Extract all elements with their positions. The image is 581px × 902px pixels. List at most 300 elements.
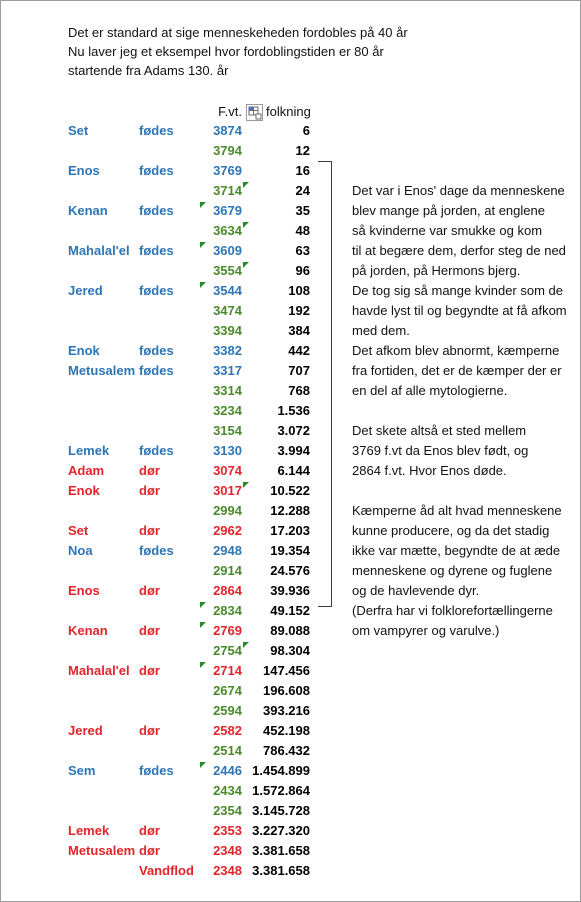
year-cell[interactable] — [199, 221, 242, 241]
year-cell[interactable] — [199, 601, 242, 621]
event-cell[interactable] — [139, 461, 199, 481]
year-text: 3679 — [213, 203, 242, 218]
population-text: 3.381.658 — [252, 843, 310, 858]
name-text: Mahalal'el — [68, 663, 130, 678]
event-text: fødes — [139, 763, 174, 778]
error-indicator-icon — [243, 262, 249, 268]
year-text: 2514 — [213, 743, 242, 758]
year-text: 2948 — [213, 543, 242, 558]
event-text: dør — [139, 583, 160, 598]
population-cell[interactable] — [242, 761, 310, 781]
error-indicator-icon — [200, 202, 206, 208]
table-row — [1, 461, 321, 481]
event-cell[interactable] — [139, 361, 199, 381]
population-cell[interactable] — [242, 741, 310, 761]
year-cell[interactable] — [199, 401, 242, 421]
population-text: 1.454.899 — [252, 763, 310, 778]
event-cell[interactable] — [139, 201, 199, 221]
note-line: fra fortiden, det er de kæmper der er — [352, 363, 562, 378]
event-cell[interactable] — [139, 741, 199, 761]
name-text: Set — [68, 523, 89, 538]
event-cell[interactable] — [139, 621, 199, 641]
year-cell[interactable] — [199, 321, 242, 341]
population-cell[interactable] — [242, 821, 310, 841]
event-cell[interactable] — [139, 221, 199, 241]
year-cell[interactable] — [199, 161, 242, 181]
event-cell[interactable] — [139, 781, 199, 801]
year-text: 2446 — [213, 763, 242, 778]
year-cell[interactable] — [199, 481, 242, 501]
year-cell[interactable] — [199, 181, 242, 201]
population-cell[interactable] — [242, 181, 310, 201]
population-text: 6 — [302, 123, 310, 138]
population-cell[interactable] — [242, 721, 310, 741]
population-text: 48 — [295, 223, 310, 238]
table-row — [1, 441, 321, 461]
event-cell[interactable] — [139, 541, 199, 561]
year-cell[interactable] — [199, 841, 242, 861]
name-cell[interactable] — [68, 461, 139, 481]
quick-analysis-icon[interactable] — [246, 104, 263, 121]
year-text: 2594 — [213, 703, 242, 718]
table-row — [1, 521, 321, 541]
population-text: 35 — [295, 203, 310, 218]
table-row — [1, 561, 321, 581]
event-cell[interactable] — [139, 321, 199, 341]
population-text: 707 — [288, 363, 310, 378]
population-text: 147.456 — [263, 663, 310, 678]
name-cell[interactable] — [68, 581, 139, 601]
population-cell[interactable] — [242, 801, 310, 821]
event-cell[interactable] — [139, 721, 199, 741]
event-cell[interactable] — [139, 841, 199, 861]
event-text: fødes — [139, 543, 174, 558]
population-text: 3.227.320 — [252, 823, 310, 838]
population-text: 12 — [295, 143, 310, 158]
population-text: 24.576 — [270, 563, 310, 578]
year-cell[interactable] — [199, 561, 242, 581]
population-cell[interactable] — [242, 641, 310, 661]
name-cell[interactable] — [68, 221, 139, 241]
population-text: 89.088 — [270, 623, 310, 638]
year-text: 3154 — [213, 423, 242, 438]
name-cell[interactable] — [68, 601, 139, 621]
name-cell[interactable] — [68, 341, 139, 361]
intro-text — [68, 23, 408, 80]
population-cell[interactable] — [242, 221, 310, 241]
table-row — [1, 861, 321, 881]
year-text: 3474 — [213, 303, 242, 318]
event-text: fødes — [139, 443, 174, 458]
table-row — [1, 121, 321, 141]
note-line: Det var i Enos' dage da menneskene — [352, 183, 565, 198]
year-cell[interactable] — [199, 421, 242, 441]
year-cell[interactable] — [199, 801, 242, 821]
event-text: fødes — [139, 243, 174, 258]
note-line: blev mange på jorden, at englene — [352, 203, 545, 218]
table-row — [1, 601, 321, 621]
population-cell[interactable] — [242, 361, 310, 381]
name-cell[interactable] — [68, 561, 139, 581]
year-cell[interactable] — [199, 381, 242, 401]
year-cell[interactable] — [199, 701, 242, 721]
note-line: om vampyrer og varulve.) — [352, 623, 500, 638]
year-text: 2354 — [213, 803, 242, 818]
population-cell[interactable] — [242, 621, 310, 641]
event-cell[interactable] — [139, 561, 199, 581]
name-cell[interactable] — [68, 701, 139, 721]
event-cell[interactable] — [139, 381, 199, 401]
population-cell[interactable] — [242, 381, 310, 401]
event-text: dør — [139, 463, 160, 478]
table-row — [1, 321, 321, 341]
error-indicator-icon — [243, 482, 249, 488]
table-row — [1, 401, 321, 421]
name-cell[interactable] — [68, 501, 139, 521]
year-text: 3609 — [213, 243, 242, 258]
note-line: havde lyst til og begyndte at få afkom — [352, 303, 567, 318]
population-cell[interactable] — [242, 681, 310, 701]
population-cell[interactable] — [242, 421, 310, 441]
name-cell[interactable] — [68, 201, 139, 221]
table-row — [1, 141, 321, 161]
population-cell[interactable] — [242, 841, 310, 861]
note-paragraph[interactable] — [352, 181, 567, 401]
year-text: 3634 — [213, 223, 242, 238]
event-cell[interactable] — [139, 341, 199, 361]
name-cell[interactable] — [68, 161, 139, 181]
event-cell[interactable] — [139, 861, 199, 881]
population-text: 1.536 — [277, 403, 310, 418]
table-row — [1, 181, 321, 201]
population-text: 442 — [288, 343, 310, 358]
table-row — [1, 661, 321, 681]
population-cell[interactable] — [242, 201, 310, 221]
name-cell[interactable] — [68, 141, 139, 161]
table-row — [1, 621, 321, 641]
population-cell[interactable] — [242, 661, 310, 681]
name-text: Metusalem — [68, 363, 136, 378]
population-cell[interactable] — [242, 321, 310, 341]
population-cell[interactable] — [242, 441, 310, 461]
name-cell[interactable] — [68, 421, 139, 441]
table-row — [1, 781, 321, 801]
intro-line[interactable]: Nu laver jeg et eksempel hvor fordoblingstiden er 80 år — [68, 44, 384, 59]
year-text: 3017 — [213, 483, 242, 498]
name-cell[interactable] — [68, 321, 139, 341]
name-cell[interactable] — [68, 241, 139, 261]
name-text: Lemek — [68, 443, 110, 458]
error-indicator-icon — [243, 222, 249, 228]
year-text: 3314 — [213, 383, 242, 398]
population-cell[interactable] — [242, 401, 310, 421]
year-text: 3317 — [213, 363, 242, 378]
event-cell[interactable] — [139, 681, 199, 701]
year-cell[interactable] — [199, 441, 242, 461]
table-row — [1, 541, 321, 561]
table-row — [1, 821, 321, 841]
note-line: ikke var mætte, begyndte de at æde — [352, 543, 561, 558]
population-text: 98.304 — [270, 643, 310, 658]
name-cell[interactable] — [68, 441, 139, 461]
population-text: 3.145.728 — [252, 803, 310, 818]
name-text: Adam — [68, 463, 105, 478]
name-cell[interactable] — [68, 781, 139, 801]
table-row — [1, 701, 321, 721]
year-cell[interactable] — [199, 741, 242, 761]
event-cell[interactable] — [139, 281, 199, 301]
name-cell[interactable] — [68, 521, 139, 541]
event-text: dør — [139, 523, 160, 538]
event-cell[interactable] — [139, 181, 199, 201]
event-cell[interactable] — [139, 141, 199, 161]
data-table — [1, 121, 321, 881]
population-text: 49.152 — [270, 603, 310, 618]
table-row — [1, 221, 321, 241]
year-cell[interactable] — [199, 121, 242, 141]
note-line: til at begære dem, derfor steg de ned — [352, 243, 566, 258]
name-cell[interactable] — [68, 481, 139, 501]
year-cell[interactable] — [199, 261, 242, 281]
table-row — [1, 301, 321, 321]
population-text: 192 — [288, 303, 310, 318]
population-text: 768 — [288, 383, 310, 398]
event-cell[interactable] — [139, 401, 199, 421]
population-cell[interactable] — [242, 501, 310, 521]
year-text: 3382 — [213, 343, 242, 358]
event-cell[interactable] — [139, 241, 199, 261]
error-indicator-icon — [200, 762, 206, 768]
population-cell[interactable] — [242, 541, 310, 561]
population-text: 1.572.864 — [252, 783, 310, 798]
year-cell[interactable] — [199, 501, 242, 521]
event-cell[interactable] — [139, 581, 199, 601]
name-cell[interactable] — [68, 401, 139, 421]
population-cell[interactable] — [242, 781, 310, 801]
population-cell[interactable] — [242, 481, 310, 501]
year-text: 3794 — [213, 143, 242, 158]
table-row — [1, 801, 321, 821]
event-cell[interactable] — [139, 501, 199, 521]
year-cell[interactable] — [199, 721, 242, 741]
year-cell[interactable] — [199, 821, 242, 841]
event-text: dør — [139, 623, 160, 638]
name-cell[interactable] — [68, 821, 139, 841]
event-cell[interactable] — [139, 161, 199, 181]
event-cell[interactable] — [139, 421, 199, 441]
year-cell[interactable] — [199, 641, 242, 661]
table-row — [1, 641, 321, 661]
name-cell[interactable] — [68, 541, 139, 561]
year-text: 3544 — [213, 283, 242, 298]
year-cell[interactable] — [199, 201, 242, 221]
name-cell[interactable] — [68, 801, 139, 821]
year-text: 2714 — [213, 663, 242, 678]
event-cell[interactable] — [139, 801, 199, 821]
population-text: 196.608 — [263, 683, 310, 698]
table-row — [1, 381, 321, 401]
event-text: dør — [139, 483, 160, 498]
event-text: Vandflod — [139, 863, 194, 878]
year-text: 2914 — [213, 563, 242, 578]
year-text: 2434 — [213, 783, 242, 798]
population-cell[interactable] — [242, 121, 310, 141]
event-cell[interactable] — [139, 701, 199, 721]
year-cell[interactable] — [199, 681, 242, 701]
table-row — [1, 421, 321, 441]
name-cell[interactable] — [68, 281, 139, 301]
event-cell[interactable] — [139, 481, 199, 501]
note-line: (Derfra har vi folklorefortællingerne — [352, 603, 553, 618]
year-cell[interactable] — [199, 141, 242, 161]
note-text — [352, 181, 567, 661]
population-cell[interactable] — [242, 461, 310, 481]
population-cell[interactable] — [242, 341, 310, 361]
year-text: 3130 — [213, 443, 242, 458]
population-text: 16 — [295, 163, 310, 178]
note-line: menneskene og dyrene og fuglene — [352, 563, 553, 578]
event-text: dør — [139, 843, 160, 858]
population-cell[interactable] — [242, 241, 310, 261]
intro-line[interactable]: startende fra Adams 130. år — [68, 63, 229, 78]
year-header[interactable]: F.vt. — [218, 104, 242, 119]
population-text: 3.381.658 — [252, 863, 310, 878]
event-cell[interactable] — [139, 301, 199, 321]
year-text: 3074 — [213, 463, 242, 478]
population-cell[interactable] — [242, 261, 310, 281]
name-cell[interactable] — [68, 841, 139, 861]
name-text: Enok — [68, 343, 100, 358]
population-cell[interactable] — [242, 601, 310, 621]
year-text: 2962 — [213, 523, 242, 538]
year-text: 3234 — [213, 403, 242, 418]
year-cell[interactable] — [199, 521, 242, 541]
table-row — [1, 361, 321, 381]
note-line: på jorden, på Hermons bjerg. — [352, 263, 521, 278]
population-text: 3.994 — [277, 443, 310, 458]
note-line: 3769 f.vt da Enos blev født, og — [352, 443, 529, 458]
population-cell[interactable] — [242, 161, 310, 181]
name-cell[interactable] — [68, 641, 139, 661]
year-cell[interactable] — [199, 361, 242, 381]
note-line: kunne producere, og da det stadig — [352, 523, 550, 538]
name-cell[interactable] — [68, 121, 139, 141]
population-cell[interactable] — [242, 141, 310, 161]
year-cell[interactable] — [199, 581, 242, 601]
year-cell[interactable] — [199, 281, 242, 301]
name-cell[interactable] — [68, 361, 139, 381]
event-cell[interactable] — [139, 261, 199, 281]
population-cell[interactable] — [242, 561, 310, 581]
name-cell[interactable] — [68, 261, 139, 281]
name-cell[interactable] — [68, 661, 139, 681]
event-cell[interactable] — [139, 821, 199, 841]
year-text: 2769 — [213, 623, 242, 638]
population-cell[interactable] — [242, 521, 310, 541]
population-text: 452.198 — [263, 723, 310, 738]
population-cell[interactable] — [242, 301, 310, 321]
year-cell[interactable] — [199, 661, 242, 681]
name-cell[interactable] — [68, 381, 139, 401]
population-text: 10.522 — [270, 483, 310, 498]
table-row — [1, 841, 321, 861]
population-text: 12.288 — [270, 503, 310, 518]
event-text: dør — [139, 723, 160, 738]
name-cell[interactable] — [68, 621, 139, 641]
population-cell[interactable] — [242, 701, 310, 721]
error-indicator-icon — [200, 662, 206, 668]
name-cell[interactable] — [68, 721, 139, 741]
year-cell[interactable] — [199, 781, 242, 801]
year-text: 2582 — [213, 723, 242, 738]
error-indicator-icon — [243, 182, 249, 188]
population-cell[interactable] — [242, 281, 310, 301]
population-text: 393.216 — [263, 703, 310, 718]
table-row — [1, 721, 321, 741]
event-cell[interactable] — [139, 601, 199, 621]
note-paragraph[interactable] — [352, 501, 567, 641]
note-line: med dem. — [352, 323, 410, 338]
name-cell[interactable] — [68, 741, 139, 761]
event-text: fødes — [139, 123, 174, 138]
name-text: Enos — [68, 163, 100, 178]
year-cell[interactable] — [199, 761, 242, 781]
event-cell[interactable] — [139, 641, 199, 661]
name-cell[interactable] — [68, 861, 139, 881]
name-text: Noa — [68, 543, 93, 558]
event-cell[interactable] — [139, 661, 199, 681]
table-row — [1, 741, 321, 761]
name-cell[interactable] — [68, 681, 139, 701]
population-cell[interactable] — [242, 581, 310, 601]
year-text: 3714 — [213, 183, 242, 198]
year-cell[interactable] — [199, 461, 242, 481]
population-cell[interactable] — [242, 861, 310, 881]
population-header[interactable]: folkning — [266, 104, 311, 119]
population-text: 17.203 — [270, 523, 310, 538]
year-cell[interactable] — [199, 241, 242, 261]
table-row — [1, 761, 321, 781]
event-text: dør — [139, 823, 160, 838]
name-cell[interactable] — [68, 301, 139, 321]
note-line: og de havlevende dyr. — [352, 583, 480, 598]
event-cell[interactable] — [139, 441, 199, 461]
year-cell[interactable] — [199, 341, 242, 361]
year-cell[interactable] — [199, 861, 242, 881]
name-text: Kenan — [68, 203, 108, 218]
event-text: fødes — [139, 343, 174, 358]
event-cell[interactable] — [139, 121, 199, 141]
event-cell[interactable] — [139, 521, 199, 541]
note-paragraph[interactable] — [352, 421, 567, 481]
population-text: 3.072 — [277, 423, 310, 438]
table-row — [1, 281, 321, 301]
year-text: 2353 — [213, 823, 242, 838]
name-cell[interactable] — [68, 181, 139, 201]
error-indicator-icon — [200, 602, 206, 608]
error-indicator-icon — [200, 242, 206, 248]
name-text: Metusalem — [68, 843, 136, 858]
year-cell[interactable] — [199, 621, 242, 641]
year-cell[interactable] — [199, 301, 242, 321]
population-text: 108 — [288, 283, 310, 298]
bracket — [318, 161, 332, 607]
intro-line[interactable]: Det er standard at sige menneskeheden fordobles på 40 år — [68, 25, 408, 40]
event-cell[interactable] — [139, 761, 199, 781]
year-text: 2348 — [213, 863, 242, 878]
name-cell[interactable] — [68, 761, 139, 781]
year-cell[interactable] — [199, 541, 242, 561]
